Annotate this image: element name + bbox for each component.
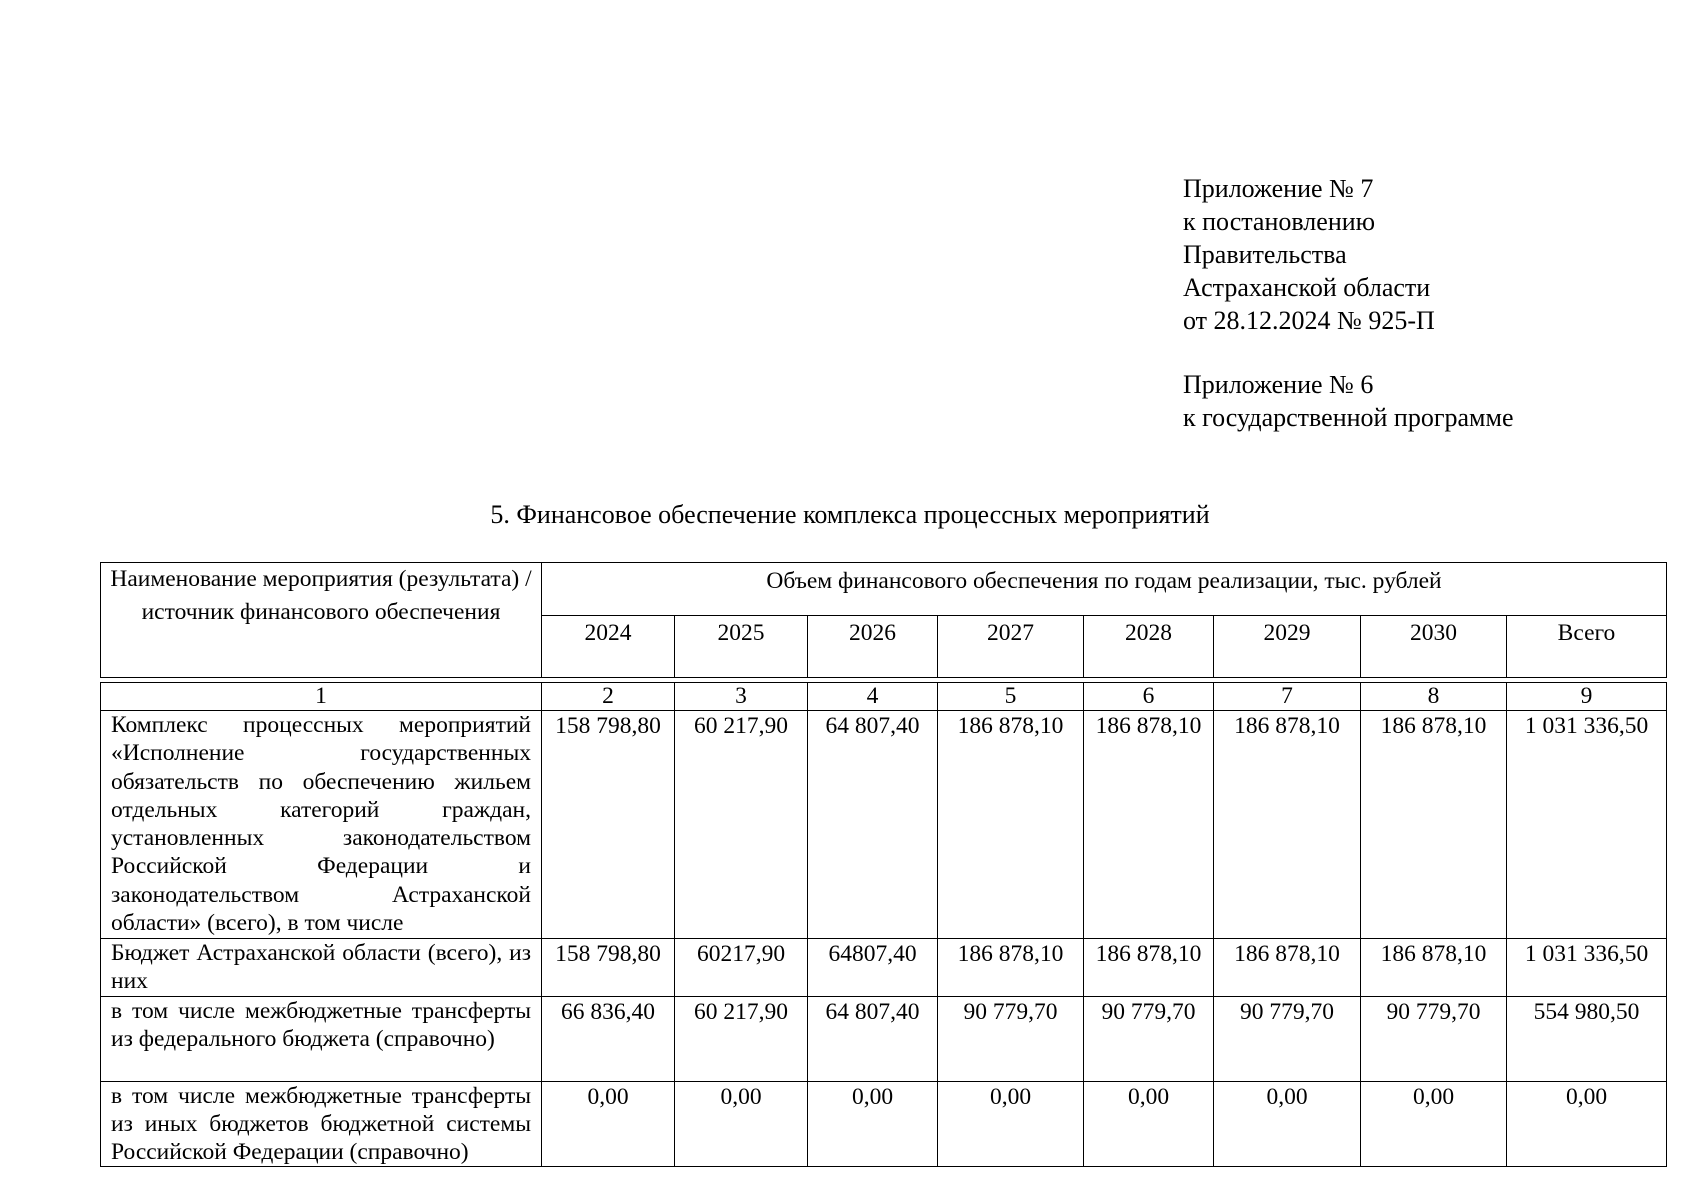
cell-value: 186 878,10	[938, 711, 1084, 939]
cell-value: 90 779,70	[938, 996, 1084, 1081]
year-header: 2026	[808, 616, 938, 678]
cell-value: 64 807,40	[808, 996, 938, 1081]
row-name: Бюджет Астраханской области (всего), из них	[101, 939, 542, 997]
column-number: 1	[101, 683, 542, 711]
column-number: 8	[1361, 683, 1507, 711]
appendix-line: к государственной программе	[1183, 403, 1514, 432]
cell-value: 64 807,40	[808, 711, 938, 939]
cell-value: 0,00	[938, 1081, 1084, 1166]
cell-value: 186 878,10	[1361, 711, 1507, 939]
cell-value: 186 878,10	[1214, 711, 1361, 939]
approval-line: Приложение № 7	[1183, 174, 1374, 203]
approval-line: Астраханской области	[1183, 273, 1431, 302]
cell-value: 90 779,70	[1084, 996, 1214, 1081]
approval-stamp	[1183, 172, 1603, 434]
row-name: Комплекс процессных мероприятий «Исполнение государственных обязательств по обеспечению жильем отдельных категорий граждан, установленных законодательством Российской Федерации и законодательством Астраханской области» (всего), в том числе	[101, 711, 542, 939]
cell-value: 0,00	[1084, 1081, 1214, 1166]
cell-value: 186 878,10	[938, 939, 1084, 997]
row-name: в том числе межбюджетные трансферты из федерального бюджета (справочно)	[101, 996, 542, 1081]
cell-value: 0,00	[1507, 1081, 1667, 1166]
cell-value: 0,00	[1361, 1081, 1507, 1166]
year-header: 2030	[1361, 616, 1507, 678]
cell-value: 186 878,10	[1361, 939, 1507, 997]
cell-value: 60 217,90	[675, 996, 808, 1081]
cell-value: 0,00	[675, 1081, 808, 1166]
cell-value: 554 980,50	[1507, 996, 1667, 1081]
funding-table	[100, 682, 1667, 1167]
cell-value: 64807,40	[808, 939, 938, 997]
table-header	[100, 562, 1667, 678]
cell-value: 1 031 336,50	[1507, 939, 1667, 997]
table-row	[101, 996, 1667, 1081]
cell-value: 66 836,40	[542, 996, 675, 1081]
name-column-header: Наименование мероприятия (результата) / источник финансового обеспечения	[101, 563, 542, 678]
appendix-line: Приложение № 6	[1183, 370, 1374, 399]
row-name: в том числе межбюджетные трансферты из иных бюджетов бюджетной системы Российской Федерации (справочно)	[111, 1082, 531, 1165]
year-header: 2029	[1214, 616, 1361, 678]
cell-value: 158 798,80	[542, 939, 675, 997]
year-header: 2024	[542, 616, 675, 678]
section-title: 5. Финансовое обеспечение комплекса процессных мероприятий	[490, 500, 1210, 529]
cell-value: 186 878,10	[1214, 939, 1361, 997]
column-number: 4	[808, 683, 938, 711]
appendix-block	[1183, 368, 1603, 434]
cell-value: 0,00	[808, 1081, 938, 1166]
column-number: 3	[675, 683, 808, 711]
column-number: 2	[542, 683, 675, 711]
column-number-row	[101, 683, 1667, 711]
table-row	[101, 711, 1667, 939]
cell-value: 90 779,70	[1214, 996, 1361, 1081]
column-number: 9	[1507, 683, 1667, 711]
funding-group-header: Объем финансового обеспечения по годам реализации, тыс. рублей	[542, 563, 1667, 616]
year-header: 2028	[1084, 616, 1214, 678]
approval-line: к постановлению	[1183, 207, 1376, 236]
cell-value: 60217,90	[675, 939, 808, 997]
column-number: 5	[938, 683, 1084, 711]
cell-value: 0,00	[542, 1081, 675, 1166]
row-name-cell	[101, 1081, 542, 1166]
year-header: 2027	[938, 616, 1084, 678]
cell-value: 0,00	[1214, 1081, 1361, 1166]
cell-value: 186 878,10	[1084, 711, 1214, 939]
table-row	[101, 1081, 1667, 1166]
approval-line: от 28.12.2024 № 925-П	[1183, 306, 1435, 335]
table-row	[101, 939, 1667, 997]
cell-value: 158 798,80	[542, 711, 675, 939]
cell-value: 90 779,70	[1361, 996, 1507, 1081]
total-header: Всего	[1507, 616, 1667, 678]
approval-line: Правительства	[1183, 240, 1347, 269]
cell-value: 186 878,10	[1084, 939, 1214, 997]
year-header: 2025	[675, 616, 808, 678]
column-number: 6	[1084, 683, 1214, 711]
column-number: 7	[1214, 683, 1361, 711]
cell-value: 60 217,90	[675, 711, 808, 939]
cell-value: 1 031 336,50	[1507, 711, 1667, 939]
